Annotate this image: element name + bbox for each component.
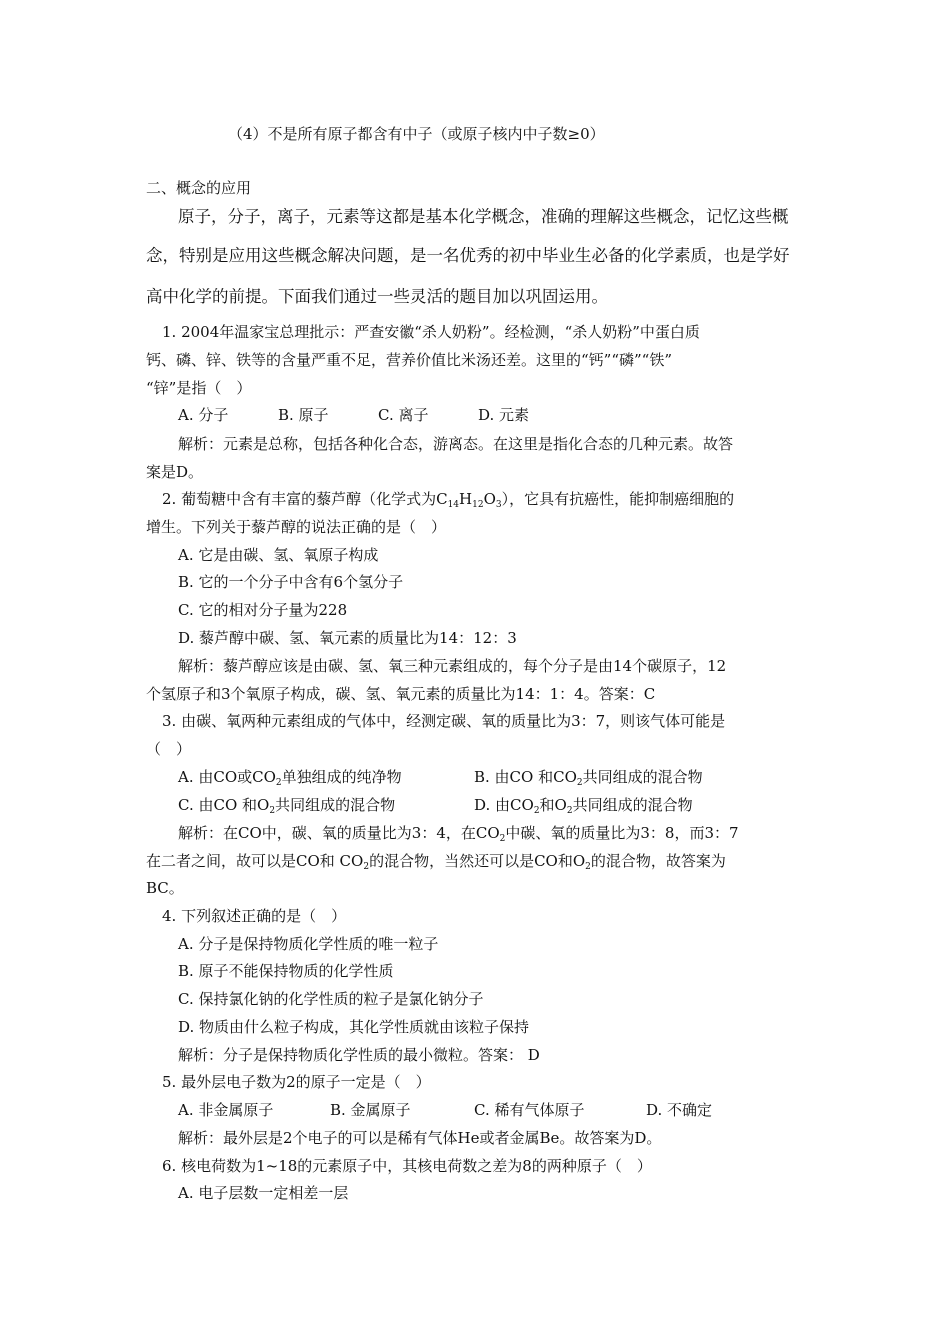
q1-analysis-line-2: 案是D。 xyxy=(146,463,204,481)
q3-line-1: 3. 由碳、氧两种元素组成的气体中，经测定碳、氧的质量比为3：7，则该气体可能是 xyxy=(162,712,726,730)
conclusion-line-4: （4）不是所有原子都含有中子（或原子核内中子数≥0） xyxy=(228,125,605,143)
q4-line-1: 4. 下列叙述正确的是（ ） xyxy=(162,907,347,925)
q5-option-c: C. 稀有气体原子 xyxy=(474,1101,585,1119)
q1-option-a: A. 分子 xyxy=(178,406,229,424)
q5-options xyxy=(178,1100,712,1120)
q2-line-2: 增生。下列关于藜芦醇的说法正确的是（ ） xyxy=(146,518,447,536)
intro-line-1: 原子，分子，离子，元素等这都是基本化学概念，准确的理解这些概念，记忆这些概 xyxy=(178,207,789,226)
q3-option-a: A. 由CO或$CO_2$单独组成的纯净物 xyxy=(178,768,402,788)
q2-option-c: C. 它的相对分子量为228 xyxy=(178,601,348,619)
q6-line-1: 6. 核电荷数为1~18的元素原子中，其核电荷数之差为8的两种原子（ ） xyxy=(162,1157,652,1175)
q3-option-b: B. 由CO 和$CO_2$共同组成的混合物 xyxy=(474,768,703,788)
q5-option-a: A. 非金属原子 xyxy=(178,1101,274,1119)
q5-option-d: D. 不确定 xyxy=(646,1101,713,1119)
section-title: 二、概念的应用 xyxy=(146,179,252,197)
q1-line-3: “锌”是指（ ） xyxy=(146,379,252,397)
q2-analysis-line-2: 个氢原子和3个氧原子构成，碳、氢、氧元素的质量比为14：1：4。答案：C xyxy=(146,685,656,703)
q4-option-a: A. 分子是保持物质化学性质的唯一粒子 xyxy=(178,935,439,953)
q4-option-b: B. 原子不能保持物质的化学性质 xyxy=(178,962,394,980)
q4-option-c: C. 保持氯化钠的化学性质的粒子是氯化钠分子 xyxy=(178,990,484,1008)
q5-analysis: 解析：最外层是2个电子的可以是稀有气体He或者金属Be。故答案为D。 xyxy=(178,1129,662,1147)
q2-option-b: B. 它的一个分子中含有6个氢分子 xyxy=(178,573,404,591)
q2-option-d: D. 藜芦醇中碳、氢、氧元素的质量比为14：12：3 xyxy=(178,629,517,647)
q1-option-d: D. 元素 xyxy=(478,406,530,424)
q1-analysis-line-1: 解析：元素是总称，包括各种化合态，游离态。在这里是指化合态的几种元素。故答 xyxy=(178,435,734,453)
q4-option-d: D. 物质由什么粒子构成，其化学性质就由该粒子保持 xyxy=(178,1018,530,1036)
intro-line-2: 念，特别是应用这些概念解决问题，是一名优秀的初中毕业生必备的化学素质，也是学好 xyxy=(146,246,790,265)
q3-analysis-line-3: BC。 xyxy=(146,879,184,897)
q3-analysis-line-1: 解析：在CO中，碳、氧的质量比为3：4，在$CO_2$中碳、氧的质量比为3：8，而3：7 xyxy=(178,824,739,844)
q4-analysis: 解析：分子是保持物质化学性质的最小微粒。答案： D xyxy=(178,1046,540,1064)
intro-line-3: 高中化学的前提。下面我们通过一些灵活的题目加以巩固运用。 xyxy=(146,287,608,306)
q6-option-a: A. 电子层数一定相差一层 xyxy=(178,1184,349,1202)
q2-line-1: 2. 葡萄糖中含有丰富的藜芦醇（化学式为$C_{14}H_{12}O_3$），它具有抗癌性，能抑制癌细胞的 xyxy=(162,490,735,510)
q1-option-b: B. 原子 xyxy=(278,406,329,424)
q1-line-1: 1. 2004年温家宝总理批示：严查安徽“杀人奶粉”。经检测，“杀人奶粉”中蛋白质 xyxy=(162,323,700,341)
q2-analysis-line-1: 解析：藜芦醇应该是由碳、氢、氧三种元素组成的，每个分子是由14个碳原子，12 xyxy=(178,657,727,675)
q3-line-2: （ ） xyxy=(146,740,192,758)
q5-line-1: 5. 最外层电子数为2的原子一定是（ ） xyxy=(162,1073,431,1091)
q5-option-b: B. 金属原子 xyxy=(330,1101,411,1119)
q1-option-c: C. 离子 xyxy=(378,406,429,424)
q2-option-a: A. 它是由碳、氢、氧原子构成 xyxy=(178,546,379,564)
q1-line-2: 钙、磷、锌、铁等的含量严重不足，营养价值比米汤还差。这里的“钙”“磷”“铁” xyxy=(146,351,673,369)
q3-option-d: D. 由$CO_2$和$O_2$共同组成的混合物 xyxy=(474,796,693,816)
q3-analysis-line-2: 在二者之间，故可以是CO和 $CO_2$的混合物，当然还可以是CO和$O_2$的混合物，故答案为 xyxy=(146,852,726,872)
q1-options xyxy=(178,405,529,425)
q3-option-c: C. 由CO 和$O_2$共同组成的混合物 xyxy=(178,796,396,816)
